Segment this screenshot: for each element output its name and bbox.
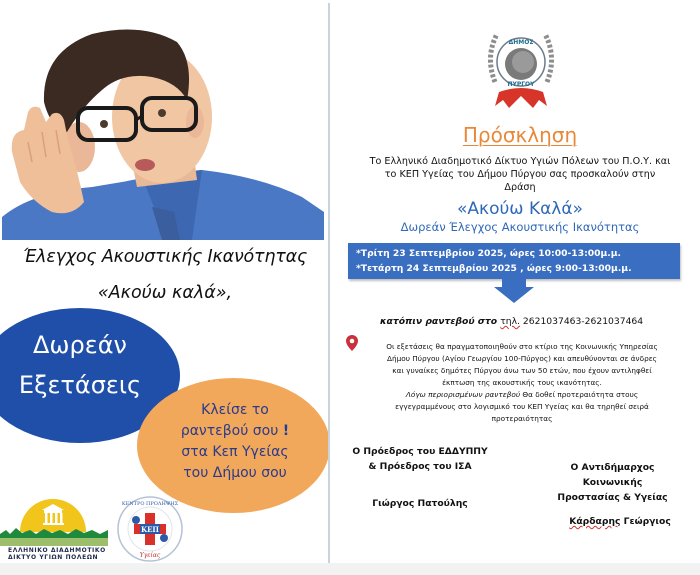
signatory-right-role (540, 460, 685, 505)
intro-line3: Δράση (504, 182, 536, 193)
invitation-intro (340, 155, 700, 194)
details-line4: έκπτωση της ακουστικής τους ικανότητας. (442, 378, 602, 387)
free-exams-line2: Εξετάσεις (18, 371, 142, 399)
date-line-tuesday: *Τρίτη 23 Σεπτεμβρίου 2025, ώρες 10:00-13:00μ.μ. (356, 248, 622, 259)
book-line4: του Δήμου σου (183, 465, 287, 481)
right-role-line2: Προστασίας & Υγείας (557, 492, 668, 503)
network-logo-caption (8, 548, 108, 561)
right-firstname: Γεώργιος (620, 516, 671, 527)
tel-label: τηλ. (500, 316, 520, 327)
book-line2-text: ραντεβού σου (180, 423, 279, 439)
free-exams-text (0, 325, 160, 405)
details-line2: Δήμου Πύργου (Αγίου Γεωργίου 100-Πύργος) και απευθύνονται σε άνδρες (387, 354, 657, 363)
right-role-line1: Ο Αντιδήμαρχος Κοινωνικής (570, 462, 655, 488)
priority-italic: Λόγω περιορισμένων ραντεβού (405, 390, 521, 399)
network-caption-line2: ΔΙΚΤΥΟ ΥΓΙΩΝ ΠΟΛΕΩΝ (8, 553, 99, 561)
invitation-title: Πρόσκληση (462, 123, 578, 147)
exclamation-mark: ! (282, 423, 290, 439)
kep-logo-center-text: ΚΕΠ (140, 525, 160, 534)
hearing-boy-photo (2, 12, 324, 240)
book-line1: Κλείσε το (201, 402, 269, 418)
location-pin-icon (346, 335, 358, 351)
crest-top-text: ΔΗΜΟΣ (508, 39, 534, 46)
municipality-crest (485, 22, 557, 110)
left-subheading: «Ακούω καλά», (97, 283, 233, 303)
photo-illustration (2, 12, 324, 240)
details-line3: και γυναίκες δημότες Πύργου άνω των 50 ετών, που έχουν αντιληφθεί (392, 366, 652, 375)
phone-numbers: 2621037463-2621037464 (519, 316, 644, 327)
kep-logo-ring-text: ΚΕΝΤΡΟ ΠΡΟΛΗΨΗΣ (121, 501, 179, 507)
right-surname: Κάρδαρης (569, 516, 621, 527)
details-line1: Οι εξετάσεις θα πραγματοποιηθούν στο κτίριο της Κοινωνικής Υπηρεσίας (386, 342, 658, 351)
signatory-left-name: Γιώργος Πατούλης (372, 498, 468, 509)
signatory-left-role (350, 444, 490, 474)
left-role-line1: Ο Πρόεδρος του ΕΔΔΥΠΠΥ (352, 446, 488, 457)
book-line2 (150, 421, 320, 442)
kep-logo-bottom-text: Υγείας (139, 552, 161, 559)
bottom-strip (0, 563, 700, 575)
appointment-prefix: κατόπιν ραντεβού στο (380, 316, 501, 327)
book-appointment-text (150, 400, 320, 484)
priority-line2: εγγεγραμμένους στο λογισμικό του ΚΕΠ Υγείας και θα τηρηθεί σειρά (395, 402, 649, 411)
crest-bottom-text: ΠΥΡΓΟΥ (507, 81, 535, 88)
priority-line1 (362, 389, 682, 401)
kep-health-logo (116, 495, 184, 563)
date-line-wednesday: *Τετάρτη 24 Σεπτεμβρίου 2025 , ώρες 9:00-13:00μ.μ. (356, 263, 632, 274)
column-divider (328, 3, 330, 563)
left-role-line2: & Πρόεδρος του ΙΣΑ (368, 461, 472, 472)
signatory-right-name (560, 516, 680, 527)
down-arrow-icon (494, 287, 534, 303)
campaign-name: «Ακούω Καλά» (457, 199, 583, 219)
appointment-phone-line (380, 316, 643, 327)
exam-details (362, 341, 682, 425)
campaign-subtitle: Δωρεάν Έλεγχος Ακουστικής Ικανότητας (400, 220, 640, 234)
priority-rest: Θα δοθεί προτεραιότητα στους (520, 390, 639, 399)
free-exams-line1: Δωρεάν (33, 331, 127, 359)
priority-line3: προτεραιότητας (491, 414, 553, 423)
intro-line2: το ΚΕΠ Υγείας του Δήμου Πύργου σας προσκαλούν στην (384, 169, 656, 180)
left-heading: Έλεγχος Ακουστικής Ικανότητας (22, 247, 308, 267)
book-line3: στα Κεπ Υγείας (181, 444, 289, 460)
intro-line1: Το Ελληνικό Διαδημοτικό Δίκτυο Υγιών Πόλεων του Π.Ο.Υ. και (369, 156, 671, 167)
network-caption-line1: ΕΛΛΗΝΙΚΟ ΔΙΑΔΗΜΟΤΙΚΟ (8, 547, 106, 554)
